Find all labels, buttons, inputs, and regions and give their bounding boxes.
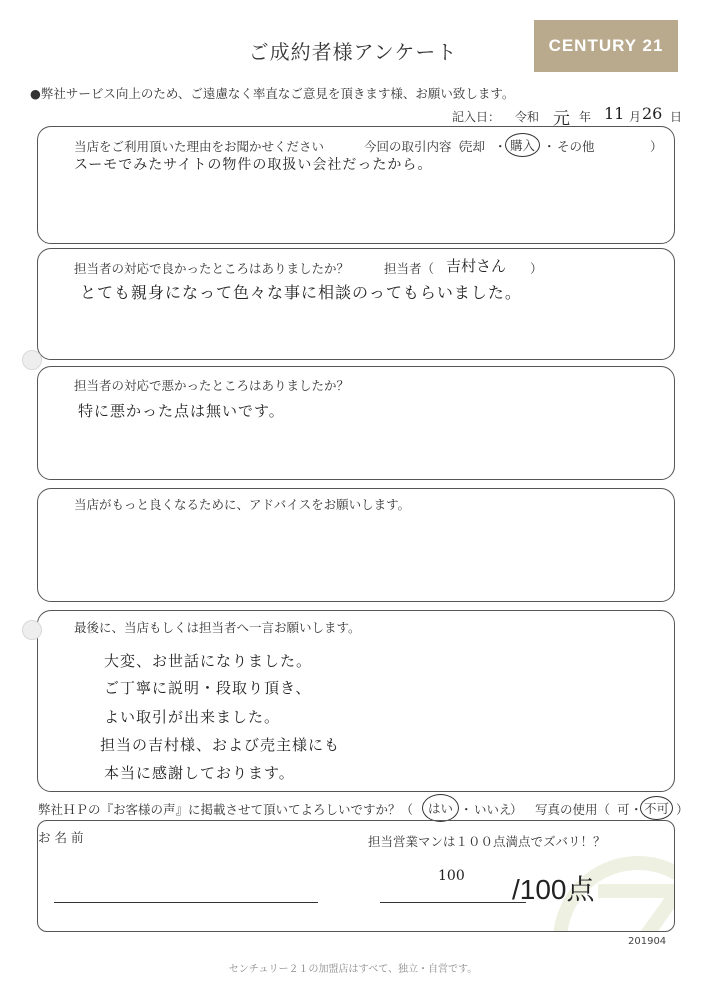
photo-use-ng-circled: 不可 bbox=[640, 796, 673, 820]
name-line bbox=[54, 902, 318, 903]
name-label: お 名 前 bbox=[38, 830, 84, 845]
hp-permission-no: いいえ bbox=[474, 802, 512, 817]
deal-type-label: 今回の取引内容（ bbox=[364, 139, 465, 154]
q5-answer-line: よい取引が出来ました。 bbox=[104, 708, 281, 726]
q4-question: 当店がもっと良くなるために、アドバイスをお願いします。 bbox=[74, 497, 411, 512]
q2-answer: とても親身になって色々な事に相談のってもらいました。 bbox=[80, 283, 522, 302]
q5-answer-line: ご丁寧に説明・段取り頂き、 bbox=[104, 679, 312, 697]
hp-permission-close: ） bbox=[510, 802, 523, 817]
staff-label: 担当者（ bbox=[384, 261, 435, 276]
date-month: 11 bbox=[604, 104, 625, 123]
page-title: ご成約者様アンケート bbox=[248, 40, 458, 64]
staff-close: ） bbox=[530, 261, 543, 276]
q1-answer: スーモでみたサイトの物件の取扱い会社だったから。 bbox=[74, 157, 433, 173]
q3-answer: 特に悪かった点は無いです。 bbox=[78, 402, 285, 420]
hp-permission-yes-circled: はい bbox=[422, 794, 459, 822]
deal-option-sell: 売却 bbox=[460, 139, 486, 154]
score-line bbox=[380, 902, 526, 903]
photo-use-sep: ・ bbox=[630, 802, 643, 817]
date-label: 記入日： bbox=[452, 110, 501, 124]
q1-question: 当店をご利用頂いた理由をお聞かせください bbox=[74, 139, 325, 154]
photo-use-close: ） bbox=[676, 802, 689, 817]
score-question: 担当営業マンは１００点満点でズバリ！？ bbox=[368, 834, 606, 849]
hp-permission-sep: ・ bbox=[460, 802, 473, 817]
q5-answer-line: 大変、お世話になりました。 bbox=[104, 652, 313, 670]
photo-use-ok: 可 bbox=[617, 802, 630, 817]
score-value: 100 bbox=[438, 868, 465, 884]
deal-sep: ・ bbox=[494, 139, 507, 154]
date-year: 元 bbox=[553, 109, 570, 129]
century21-logo: CENTURY 21 bbox=[534, 20, 678, 72]
date-era: 令和 bbox=[515, 110, 540, 124]
q5-answer-line: 本当に感謝しております。 bbox=[104, 764, 295, 782]
deal-option-other: その他 bbox=[557, 139, 595, 154]
deal-sep: ・ bbox=[543, 139, 556, 154]
footer-note: センチュリー２１の加盟店はすべて、独立・自営です。 bbox=[228, 964, 478, 975]
deal-option-buy-circled: 購入 bbox=[505, 133, 540, 157]
deal-close: ） bbox=[650, 139, 663, 154]
hp-permission-question: 弊社ＨＰの『お客様の声』に掲載させて頂いてよろしいですか？（ bbox=[38, 802, 414, 817]
punch-hole bbox=[22, 620, 42, 640]
staff-name: 吉村さん bbox=[446, 257, 507, 275]
q5-question: 最後に、当店もしくは担当者へ一言お願いします。 bbox=[74, 620, 361, 635]
date-day-unit: 日 bbox=[670, 110, 683, 124]
q3-question: 担当者の対応で悪かったところはありましたか？ bbox=[74, 378, 350, 393]
date-year-unit: 年 bbox=[579, 110, 592, 124]
form-code: 201904 bbox=[628, 936, 667, 947]
q2-question: 担当者の対応で良かったところはありましたか？ bbox=[74, 261, 350, 276]
intro-text: ●弊社サービス向上のため、ご遠慮なく率直なご意見を頂きます様、お願い致します。 bbox=[30, 86, 515, 101]
punch-hole bbox=[22, 350, 42, 370]
photo-use-label: 写真の使用（ bbox=[535, 802, 611, 817]
q5-answer-line: 担当の吉村様、および売主様にも bbox=[100, 736, 341, 754]
date-month-unit: 月 bbox=[629, 110, 642, 124]
date-day: 26 bbox=[642, 104, 663, 123]
score-max: /100点 bbox=[512, 874, 595, 905]
